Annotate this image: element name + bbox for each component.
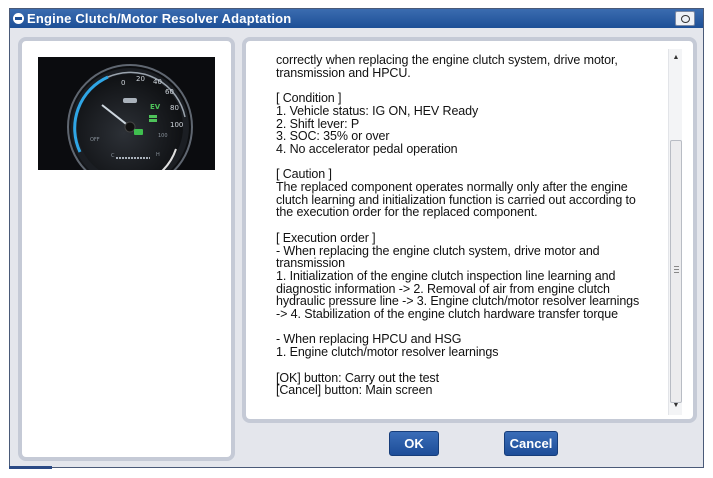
instruction-panel xyxy=(242,37,697,423)
instruction-text[interactable]: correctly when replacing the engine clutch system, drive motor, transmission and HPCU. [ Condition ] 1. Vehicle status: IG ON, HEV Ready 2. Shift lever: P 3. SOC: 35% or over 4. No accelerator pedal operation [ Caution ] The replaced component operates normally only after the engine clutch learning and initialization function is carried out according to the execution order for the replaced component. [ Execution order ] - When replacing the engine clutch system, drive motor and transmission 1. Initialization of the engine clutch inspection line learning and diagnostic information -> 2. Removal of air from engine clutch hydraulic pressure line -> 3. Engine clutch/motor resolver learnings -> 4. Stabilization of the engine clutch hardware transfer torque - When replacing HPCU and HSG 1. Engine clutch/motor resolver learnings [OK] button: Carry out the test [Cancel] button: Main screen xyxy=(276,54,640,398)
gauge-tick: 60 xyxy=(165,88,174,96)
screenshot-button[interactable] xyxy=(675,11,695,26)
taskbar-edge xyxy=(9,466,52,469)
grip-icon xyxy=(674,266,679,273)
dialog-window xyxy=(9,8,704,468)
off-label: OFF xyxy=(90,137,100,143)
window-title: Engine Clutch/Motor Resolver Adaptation xyxy=(27,11,292,26)
scroll-up-icon[interactable]: ▲ xyxy=(672,54,680,61)
gauge-tick: 40 xyxy=(153,78,162,86)
app-icon xyxy=(13,13,24,24)
scale-max-label: 100 xyxy=(158,133,168,139)
scroll-down-icon[interactable]: ▼ xyxy=(672,402,680,409)
cancel-button[interactable]: Cancel xyxy=(504,431,558,456)
ev-indicator: EV xyxy=(150,103,161,111)
gauge-tick: 100 xyxy=(170,121,184,129)
gauge-tick: 80 xyxy=(170,104,179,112)
ok-button[interactable]: OK xyxy=(389,431,439,456)
gear-letter: C xyxy=(111,153,115,159)
vertical-scrollbar[interactable] xyxy=(668,49,682,415)
gauge-tick: 0 xyxy=(121,79,126,87)
instrument-cluster-image xyxy=(38,57,215,170)
gauge-graphic xyxy=(38,57,215,170)
camera-icon xyxy=(681,15,690,23)
gauge-tick: 20 xyxy=(136,75,145,83)
scroll-thumb[interactable] xyxy=(670,140,682,403)
title-bar xyxy=(10,9,703,28)
h-label: H xyxy=(156,152,160,158)
image-panel xyxy=(18,37,235,461)
